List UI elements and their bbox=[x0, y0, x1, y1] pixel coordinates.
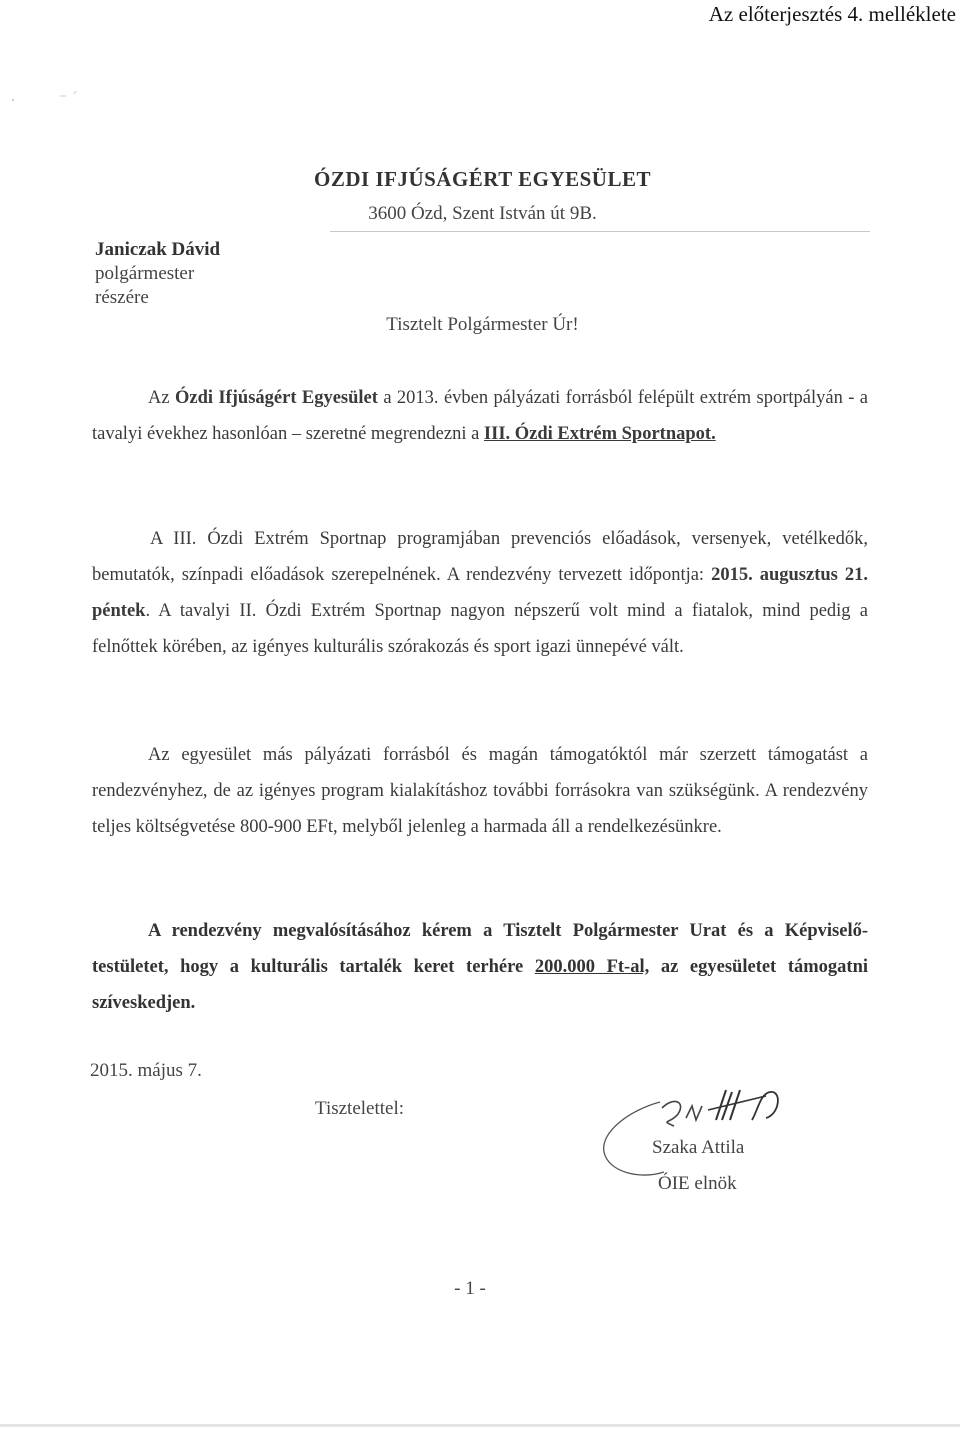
recipient-block bbox=[95, 238, 220, 310]
scan-specks bbox=[10, 88, 90, 104]
p1-event-name: III. Ózdi Extrém Sportnapot. bbox=[483, 424, 716, 444]
recipient-to: részére bbox=[95, 287, 149, 308]
signer-name: Szaka Attila bbox=[652, 1137, 745, 1158]
recipient-title: polgármester bbox=[95, 263, 195, 284]
letterhead-divider bbox=[330, 231, 870, 232]
letter-date: 2015. május 7. bbox=[90, 1060, 202, 1081]
p4-amount: 200.000 Ft-al, bbox=[534, 957, 650, 977]
paragraph-2 bbox=[92, 521, 868, 665]
p1-org-name: Ózdi Ifjúságért Egyesület bbox=[174, 388, 378, 408]
page-number: - 1 - bbox=[454, 1278, 486, 1299]
paragraph-3: Az egyesület más pályázati forrásból és magán támogatóktól már szerzett támogatást a rendezvényhez, de az igényes program kialakításhoz további forrásokra van szükségünk. A rendezvény teljes költségvetése 800-900 EFt, melyből jelenleg a harmada áll a rendelkezésünkre. bbox=[92, 745, 868, 837]
org-address: 3600 Ózd, Szent István út 9B. bbox=[368, 203, 597, 224]
scan-bottom-edge bbox=[0, 1424, 960, 1427]
p1-text-a: Az bbox=[148, 388, 175, 408]
p2-text-a: A III. Ózdi Extrém Sportnap programjában prevenciós előadások, versenyek, vetélkedők, bemutatók, színpadi előadások szerepelnének. A rendezvény tervezett időpontja: bbox=[92, 529, 868, 585]
p4-text-a: A rendezvény megvalósításához kérem a Tisztelt Polgármester Urat és a Képviselő-testületet, hogy a kulturális tartalék keret terhére bbox=[92, 921, 868, 977]
signer-role: ÓIE elnök bbox=[658, 1173, 737, 1194]
annex-label: Az előterjesztés 4. melléklete bbox=[708, 2, 956, 26]
paragraph-4 bbox=[92, 913, 868, 1021]
salutation: Tisztelt Polgármester Úr! bbox=[386, 314, 579, 335]
org-name: ÓZDI IFJÚSÁGÉRT EGYESÜLET bbox=[314, 167, 651, 191]
p2-event-date: 2015. augusztus 21. péntek bbox=[92, 565, 868, 621]
closing: Tisztelettel: bbox=[315, 1098, 405, 1119]
p1-text-b: a 2013. évben pályázati forrásból felépült extrém sportpályán - a tavalyi évekhez hasonlóan – szeretné megrendezni a bbox=[92, 388, 868, 444]
recipient-name: Janiczak Dávid bbox=[95, 239, 221, 260]
p2-text-b: . A tavalyi II. Ózdi Extrém Sportnap nagyon népszerű volt mind a fiatalok, mind pedig a felnőttek körében, az igényes kulturális szórakozás és sport igazi ünnepévé vált. bbox=[92, 601, 868, 657]
paragraph-1 bbox=[92, 380, 868, 452]
p4-text-b: az egyesületet támogatni szíveskedjen. bbox=[92, 957, 868, 1013]
